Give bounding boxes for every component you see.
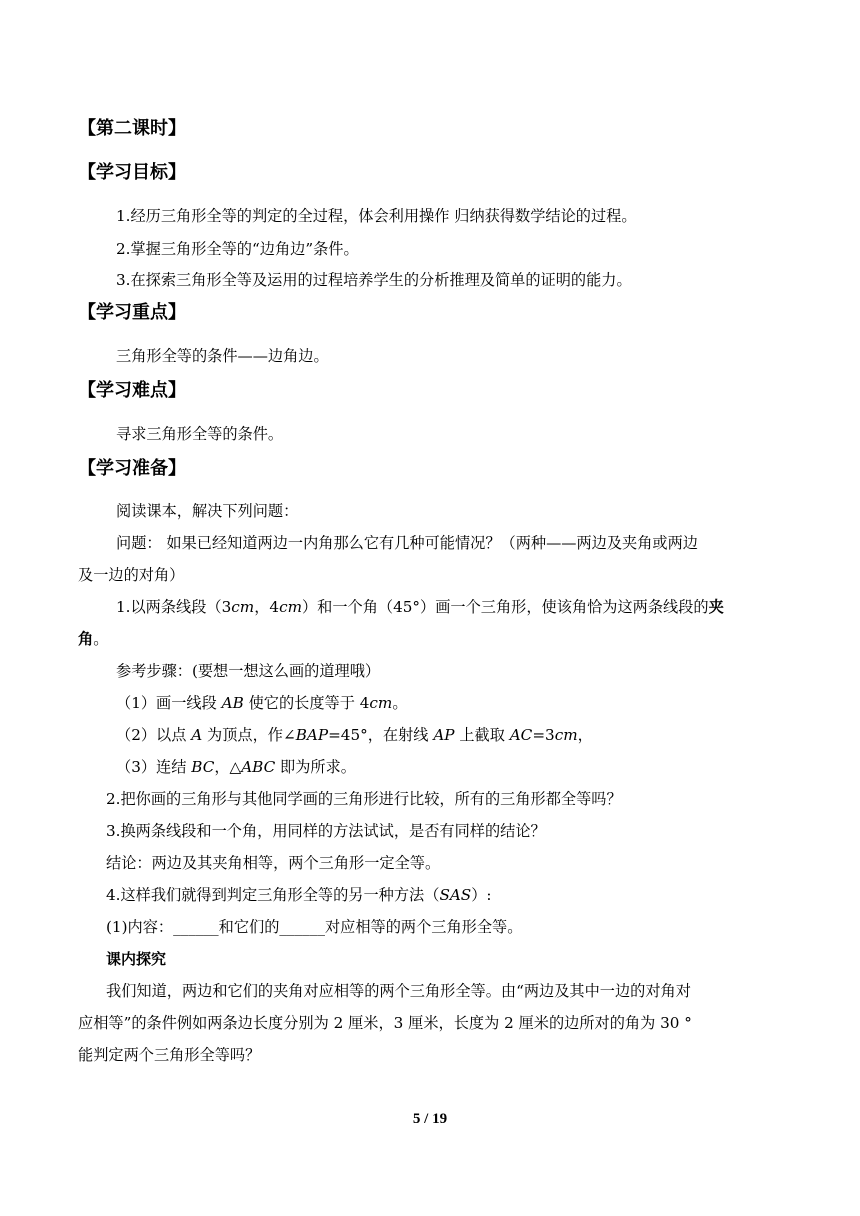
prep-item1-line2: 角。	[78, 630, 109, 648]
goal-3: 3.在探索三角形全等及运用的过程培养学生的分析推理及简单的证明的能力。	[116, 271, 632, 289]
heading-difficulties: 【学习难点】	[78, 380, 186, 401]
prep-reference-steps: 参考步骤：(要想一想这么画的道理哦）	[116, 662, 381, 680]
goal-2: 2.掌握三角形全等的“边角边”条件。	[116, 240, 359, 258]
heading-lesson: 【第二课时】	[78, 118, 186, 139]
page-number: 5 / 19	[412, 1111, 448, 1127]
prep-item4: 4.这样我们就得到判定三角形全等的另一种方法（SAS）:	[106, 886, 492, 904]
heading-preparation: 【学习准备】	[78, 458, 186, 479]
prep-intro: 阅读课本，解决下列问题：	[116, 502, 299, 520]
prep-conclusion: 结论：两边及其夹角相等，两个三角形一定全等。	[106, 854, 441, 872]
heading-key-points: 【学习重点】	[78, 302, 186, 323]
prep-question-line2: 及一边的对角）	[78, 566, 185, 584]
goal-1: 1.经历三角形全等的判定的全过程，体会利用操作 归纳获得数学结论的过程。	[116, 207, 637, 225]
exploration-line1: 我们知道，两边和它们的夹角对应相等的两个三角形全等。由“两边及其中一边的对角对	[106, 982, 691, 1000]
heading-goals: 【学习目标】	[78, 162, 186, 183]
prep-step3: （3）连结 BC，△ABC 即为所求。	[116, 758, 356, 776]
prep-step2: （2）以点 A 为顶点，作∠BAP=45°，在射线 AP 上截取 AC=3cm，	[116, 726, 593, 744]
prep-question-line1: 问题： 如果已经知道两边一内角那么它有几种可能情况？（两种——两边及夹角或两边	[116, 534, 698, 552]
prep-item3: 3.换两条线段和一个角，用同样的方法试试，是否有同样的结论？	[106, 822, 546, 840]
exploration-title: 课内探究	[106, 950, 167, 968]
prep-item2: 2.把你画的三角形与其他同学画的三角形进行比较，所有的三角形都全等吗？	[106, 790, 622, 808]
prep-item1-line1: 1.以两条线段（3cm，4cm）和一个角（45°）画一个三角形，使该角恰为这两条线段的夹	[116, 598, 724, 616]
prep-content: (1)内容：______和它们的______对应相等的两个三角形全等。	[106, 918, 523, 936]
difficulty-text: 寻求三角形全等的条件。	[116, 425, 284, 443]
exploration-line2: 应相等”的条件例如两条边长度分别为 2 厘米，3 厘米，长度为 2 厘米的边所对的角为 30 °	[78, 1014, 692, 1032]
key-point-text: 三角形全等的条件——边角边。	[116, 347, 329, 365]
exploration-line3: 能判定两个三角形全等吗？	[78, 1046, 261, 1064]
prep-step1: （1）画一线段 AB 使它的长度等于 4cm。	[116, 694, 408, 712]
